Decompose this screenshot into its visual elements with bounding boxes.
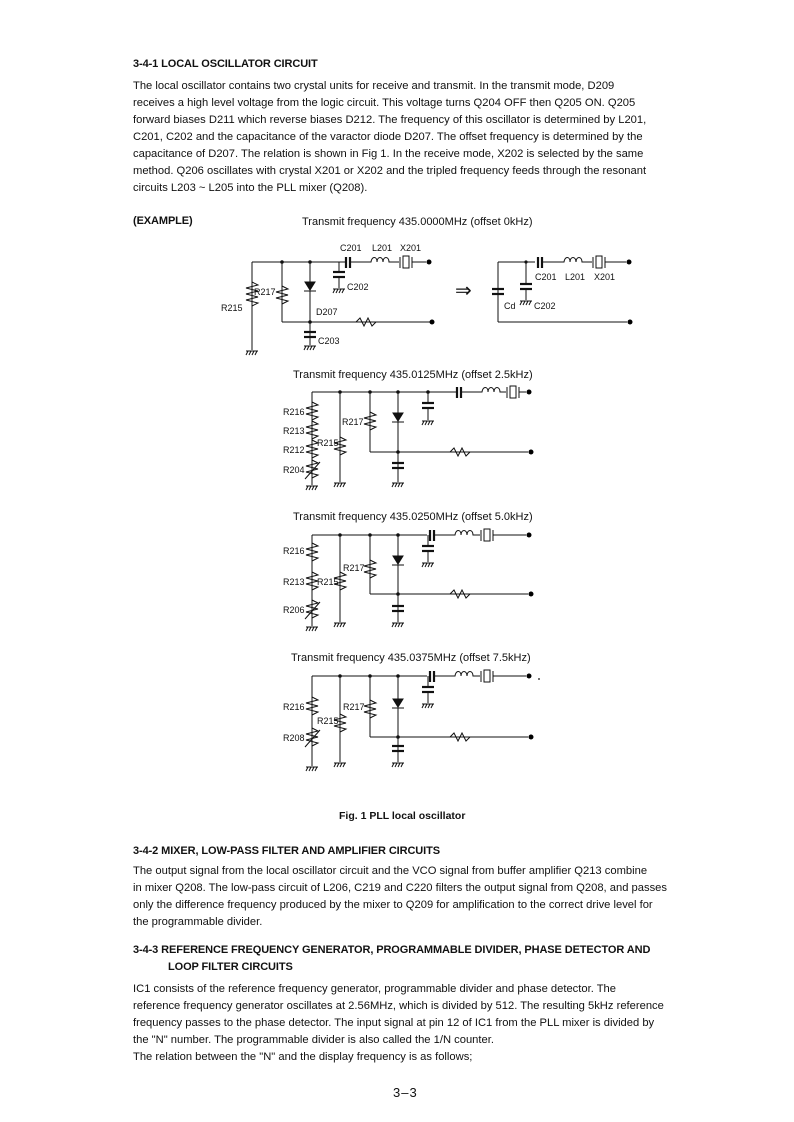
label-r208: R208 <box>283 733 305 743</box>
label-r215: R215 <box>221 303 243 313</box>
label-x201: X201 <box>400 243 422 253</box>
label-c202: C202 <box>347 282 369 292</box>
label-c203: C203 <box>318 336 340 346</box>
label-r217: R217 <box>342 417 364 427</box>
paragraph-reference <box>133 981 699 1066</box>
text-line: The local oscillator contains two crystal units for receive and transmit. In the transmit mode, D209 <box>133 80 615 92</box>
schematic-offset-2-5 <box>305 386 534 485</box>
schematic-offset-0 <box>246 256 633 350</box>
label-r204: R204 <box>283 465 305 475</box>
label-r217: R217 <box>343 563 365 573</box>
text-line: the programmable divider. <box>133 916 263 928</box>
page-number: 3–3 <box>393 1085 418 1100</box>
example-label: (EXAMPLE) <box>133 215 193 227</box>
label-l201-eq: L201 <box>565 272 586 282</box>
label-d207: D207 <box>316 307 338 317</box>
paragraph-mixer <box>133 863 699 931</box>
text-line: C201, C202 and the capacitance of the varactor diode D207. The offset frequency is determined by the <box>133 131 643 143</box>
caption-offset-5-0: Transmit frequency 435.0250MHz (offset 5.0kHz) <box>293 511 533 523</box>
heading-reference: 3-4-3 REFERENCE FREQUENCY GENERATOR, PROGRAMMABLE DIVIDER, PHASE DETECTOR AND <box>133 944 651 956</box>
text-line: circuits L203 ~ L205 into the PLL mixer (Q208). <box>133 182 368 194</box>
label-r215: R215 <box>317 577 339 587</box>
text-line: frequency passes to the phase detector. The input signal at pin 12 of IC1 from the PLL mixer is divided by <box>133 1017 655 1029</box>
label-c201-eq: C201 <box>535 272 557 282</box>
label-r213: R213 <box>283 577 305 587</box>
label-r215: R215 <box>317 438 339 448</box>
label-c201: C201 <box>340 243 362 253</box>
label-x201-eq: X201 <box>594 272 616 282</box>
heading-reference-cont: LOOP FILTER CIRCUITS <box>168 961 293 973</box>
label-r217: R217 <box>343 702 365 712</box>
heading-local-oscillator: 3-4-1 LOCAL OSCILLATOR CIRCUIT <box>133 58 318 70</box>
heading-mixer: 3-4-2 MIXER, LOW-PASS FILTER AND AMPLIFIER CIRCUITS <box>133 845 440 857</box>
schematic-offset-5-0 <box>305 529 534 626</box>
text-line: receives a high level voltage from the logic circuit. This voltage turns Q204 OFF then Q205 ON. Q205 <box>133 97 636 109</box>
figure-caption: Fig. 1 PLL local oscillator <box>339 810 466 822</box>
text-line: capacitance of D207. The relation is shown in Fig 1. In the receive mode, X202 is selected by the same <box>133 148 644 160</box>
label-r206: R206 <box>283 605 305 615</box>
label-r216: R216 <box>283 407 305 417</box>
text-line: IC1 consists of the reference frequency generator, programmable divider and phase detector. The <box>133 983 617 995</box>
caption-offset-0: Transmit frequency 435.0000MHz (offset 0kHz) <box>302 216 533 228</box>
label-l201: L201 <box>372 243 393 253</box>
label-cd: Cd <box>504 301 516 311</box>
text-line: in mixer Q208. The low-pass circuit of L206, C219 and C220 filters the output signal from Q208, and passes <box>133 882 667 894</box>
caption-offset-2-5: Transmit frequency 435.0125MHz (offset 2.5kHz) <box>293 369 533 381</box>
text-line: The relation between the "N" and the display frequency is as follows; <box>133 1051 473 1063</box>
text-line: The output signal from the local oscillator circuit and the VCO signal from buffer amplifier Q213 combine <box>133 865 648 877</box>
ground-symbols <box>246 289 532 771</box>
text-line: method. Q206 oscillates with crystal X201 or X202 and the tripled frequency feeds through the resonant <box>133 165 647 177</box>
text-line: reference frequency generator oscillates at 2.56MHz, which is divided by 512. The resulting 5kHz reference <box>133 1000 664 1012</box>
schematic-offset-7-5 <box>305 670 540 766</box>
equivalent-arrow-icon: ⇒ <box>455 280 472 302</box>
label-r216: R216 <box>283 546 305 556</box>
text-line: forward biases D211 which reverse biases D212. The frequency of this oscillator is determined by L201, <box>133 114 647 126</box>
label-c202-eq: C202 <box>534 301 556 311</box>
label-r217: R217 <box>254 287 276 297</box>
label-r216: R216 <box>283 702 305 712</box>
label-r213: R213 <box>283 426 305 436</box>
text-line: only the difference frequency produced by the mixer to Q209 for amplification to the correct drive level for <box>133 899 653 911</box>
caption-offset-7-5: Transmit frequency 435.0375MHz (offset 7.5kHz) <box>291 652 531 664</box>
label-r215: R215 <box>317 716 339 726</box>
label-r212: R212 <box>283 445 305 455</box>
text-line: the "N" number. The programmable divider is also called the 1/N counter. <box>133 1034 494 1046</box>
